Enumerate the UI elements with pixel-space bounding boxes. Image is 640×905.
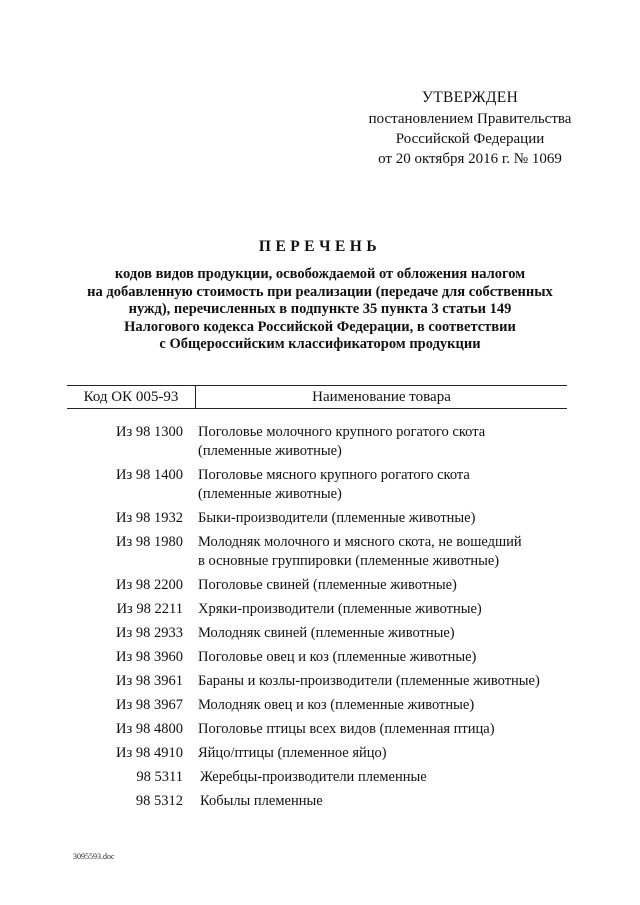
row-code: 98 5311: [136, 769, 183, 785]
row-code: Из 98 4800: [116, 721, 183, 737]
row-code: Из 98 3961: [116, 673, 183, 689]
document-subtitle: [60, 266, 580, 354]
row-name-line-1: Молодняк свиней (племенные животные): [198, 625, 455, 641]
approval-line-2: Российской Федерации: [395, 131, 545, 147]
row-code: Из 98 3967: [116, 697, 183, 713]
row-name-line-1: Жеребцы-производители племенные: [200, 769, 427, 785]
row-code: Из 98 1300: [116, 424, 183, 440]
row-name-line-1: Молодняк овец и коз (племенные животные): [198, 697, 475, 713]
row-name: [198, 744, 567, 763]
row-name: [198, 509, 567, 528]
row-name: [198, 533, 567, 571]
table-row: [67, 792, 567, 811]
subtitle-line-2: на добавленную стоимость при реализации (передаче для собственных: [87, 283, 553, 300]
row-name: [200, 792, 567, 811]
row-name: [198, 423, 567, 461]
table-row: [67, 696, 567, 715]
table-header: [67, 385, 567, 409]
row-name-line-1: Яйцо/птицы (племенное яйцо): [198, 745, 387, 761]
row-code: Из 98 2200: [116, 577, 183, 593]
table-row: [67, 600, 567, 619]
row-code: Из 98 1980: [116, 534, 183, 550]
row-code: Из 98 1932: [116, 510, 183, 526]
row-name-line-2: (племенные животные): [198, 443, 342, 459]
row-name-line-2: (племенные животные): [198, 486, 342, 502]
row-code: 98 5312: [135, 793, 183, 809]
row-name-line-1: Хряки-производители (племенные животные): [198, 601, 482, 617]
row-name-line-1: Быки-производители (племенные животные): [198, 510, 476, 526]
row-name: [200, 768, 567, 787]
row-name: [198, 466, 567, 504]
row-code: Из 98 2211: [116, 601, 183, 617]
table-row: [67, 509, 567, 528]
document-title: ПЕРЕЧЕНЬ: [258, 238, 382, 255]
column-header-name: Наименование товара: [312, 388, 451, 405]
approval-heading: УТВЕРЖДЕН: [421, 89, 519, 106]
subtitle-line-4: Налогового кодекса Российской Федерации, в соответствии: [124, 318, 516, 335]
row-code: Из 98 3960: [116, 649, 183, 665]
row-name-line-1: Поголовье овец и коз (племенные животные): [198, 649, 477, 665]
subtitle-line-5: с Общероссийским классификатором продукции: [159, 336, 481, 352]
row-name-line-1: Поголовье птицы всех видов (племенная птица): [198, 721, 495, 737]
table-row: [67, 624, 567, 643]
row-name-line-1: Кобылы племенные: [200, 793, 323, 809]
row-name: [198, 648, 567, 667]
table-row: [67, 648, 567, 667]
table-row: [67, 744, 567, 763]
row-name: [198, 624, 567, 643]
approval-block: [340, 88, 600, 169]
table-row: [67, 466, 567, 504]
row-name-line-1: Поголовье свиней (племенные животные): [198, 577, 457, 593]
table-row: [67, 720, 567, 739]
row-name: [198, 576, 567, 595]
row-name-line-1: Молодняк молочного и мясного скота, не вошедший: [198, 534, 522, 550]
row-code: Из 98 1400: [116, 467, 183, 483]
approval-line-1: постановлением Правительства: [368, 111, 572, 127]
column-header-code: Код ОК 005-93: [67, 386, 196, 408]
row-name: [198, 672, 567, 691]
row-name-line-2: в основные группировки (племенные животные): [198, 553, 500, 569]
table-row: [67, 672, 567, 691]
row-name-line-1: Бараны и козлы-производители (племенные животные): [198, 673, 540, 689]
document-footer-filename: 3095593.doc: [73, 852, 115, 861]
row-name-line-1: Поголовье молочного крупного рогатого скота: [198, 424, 486, 440]
row-name: [198, 696, 567, 715]
table-row: [67, 576, 567, 595]
row-name: [198, 720, 567, 739]
table-row: [67, 423, 567, 461]
approval-line-3: от 20 октября 2016 г. № 1069: [378, 151, 562, 167]
table-row: [67, 533, 567, 571]
subtitle-line-3: нужд), перечисленных в подпункте 35 пункта 3 статьи 149: [128, 301, 512, 317]
table-row: [67, 768, 567, 787]
row-name-line-1: Поголовье мясного крупного рогатого скота: [198, 467, 470, 483]
table-body: [67, 423, 567, 816]
row-name: [198, 600, 567, 619]
row-code: Из 98 2933: [116, 625, 183, 641]
row-code: Из 98 4910: [116, 745, 183, 761]
subtitle-line-1: кодов видов продукции, освобождаемой от обложения налогом: [114, 266, 526, 282]
